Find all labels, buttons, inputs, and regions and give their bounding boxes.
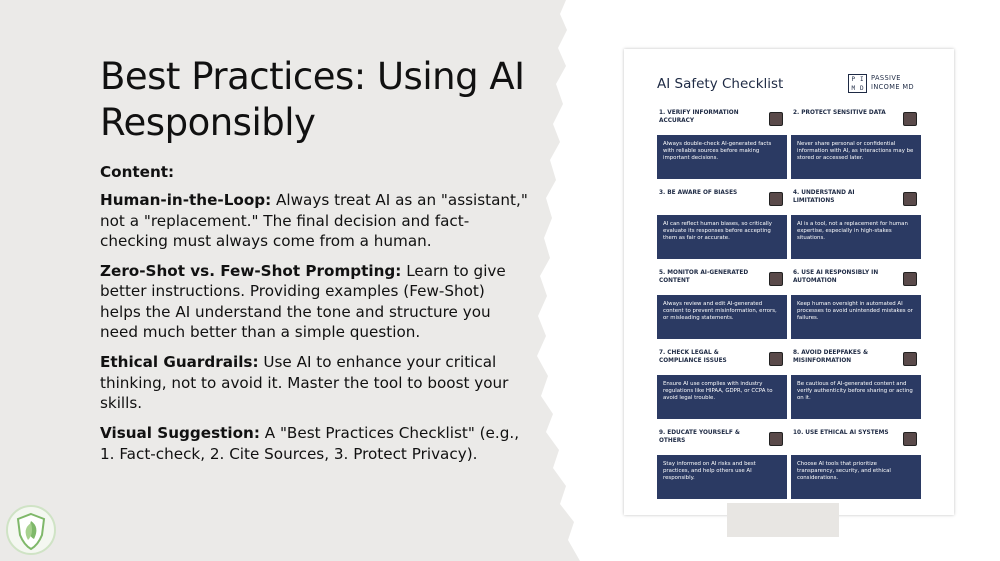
section-text: Use AI to enhance your critical thinking, not to avoid it. Master the tool to boost your skills. (100, 353, 509, 412)
checkbox-icon (903, 112, 917, 126)
checklist-title: AI Safety Checklist (657, 76, 784, 92)
item-heading: 6. USE AI RESPONSIBLY IN AUTOMATION (793, 270, 879, 284)
checklist-item (791, 347, 921, 427)
item-heading: 3. BE AWARE OF BIASES (659, 190, 738, 196)
section-label: Ethical Guardrails: (100, 353, 259, 372)
checklist-item (657, 267, 787, 347)
checkbox-icon (769, 432, 783, 446)
checkbox-icon (769, 272, 783, 286)
brand-line: PASSIVE (871, 74, 901, 82)
section-text: A "Best Practices Checklist" (e.g., 1. Fact-check, 2. Cite Sources, 3. Protect Privacy). (100, 424, 520, 463)
item-body: Stay informed on AI risks and best practices, and help others use AI responsibly. (657, 455, 787, 499)
checkbox-icon (903, 192, 917, 206)
section-visual-suggestion (100, 423, 530, 464)
checklist-card (624, 49, 954, 515)
item-body: AI is a tool, not a replacement for human expertise, especially in high-stakes situations. (791, 215, 921, 259)
leaf-shield-logo-icon (4, 503, 58, 557)
item-body: Never share personal or confidential information with AI, as interactions may be stored or accessed later. (791, 135, 921, 179)
item-heading: 10. USE ETHICAL AI SYSTEMS (793, 430, 889, 436)
item-body: Ensure AI use complies with industry regulations like HIPAA, GDPR, or CCPA to avoid legal trouble. (657, 375, 787, 419)
checklist-item (791, 187, 921, 267)
checkbox-icon (769, 192, 783, 206)
item-heading: 2. PROTECT SENSITIVE DATA (793, 110, 886, 116)
brand-mark (848, 74, 867, 93)
item-heading: 5. MONITOR AI-GENERATED CONTENT (659, 270, 749, 284)
brand-name (871, 74, 941, 92)
checklist-grid (657, 107, 921, 507)
checklist-item (657, 107, 787, 187)
content-heading: Content: (100, 163, 175, 181)
checkbox-icon (903, 432, 917, 446)
brand-line: INCOME MD (871, 83, 914, 91)
section-label: Zero-Shot vs. Few-Shot Prompting: (100, 262, 402, 281)
checklist-item (657, 427, 787, 507)
slide-content (100, 162, 530, 474)
item-heading: 4. UNDERSTAND AI LIMITATIONS (793, 190, 855, 204)
checkbox-icon (769, 352, 783, 366)
section-text: Always treat AI as an "assistant," not a "replacement." The final decision and fact-checking must always come from a human. (100, 191, 528, 250)
item-body: Always double-check AI-generated facts with reliable sources before making important decisions. (657, 135, 787, 179)
checkbox-icon (769, 112, 783, 126)
item-heading: 8. AVOID DEEPFAKES & MISINFORMATION (793, 350, 869, 364)
item-heading: 9. EDUCATE YOURSELF & OTHERS (659, 430, 740, 444)
item-body: Be cautious of AI-generated content and verify authenticity before sharing or acting on it. (791, 375, 921, 419)
item-body: Always review and edit AI-generated content to prevent misinformation, errors, or misleading statements. (657, 295, 787, 339)
item-body: Keep human oversight in automated AI processes to avoid unintended mistakes or failures. (791, 295, 921, 339)
brand-mark-letter: P (851, 76, 856, 83)
checklist-item (657, 187, 787, 267)
brand-mark-letter: M (851, 85, 856, 92)
item-body: Choose AI tools that prioritize transparency, security, and ethical considerations. (791, 455, 921, 499)
checklist-item (791, 107, 921, 187)
brand-mark-letter: D (859, 85, 864, 92)
section-text: Learn to give better instructions. Providing examples (Few-Shot) helps the AI understand the tone and structure you need much better than a simple question. (100, 262, 506, 342)
item-heading: 1. VERIFY INFORMATION ACCURACY (659, 110, 739, 124)
checkbox-icon (903, 352, 917, 366)
section-label: Human-in-the-Loop: (100, 191, 272, 210)
section-prompting (100, 261, 530, 342)
section-label: Visual Suggestion: (100, 424, 260, 443)
slide-title: Best Practices: Using AI Responsibly (100, 55, 525, 144)
checklist-item (791, 427, 921, 507)
section-ethical-guardrails (100, 352, 530, 413)
item-heading: 7. CHECK LEGAL & COMPLIANCE ISSUES (659, 350, 727, 364)
checklist-item (657, 347, 787, 427)
brand-mark-letter: I (859, 76, 864, 83)
section-human-in-the-loop (100, 190, 530, 251)
card-stand (727, 503, 839, 537)
checkbox-icon (903, 272, 917, 286)
checklist-item (791, 267, 921, 347)
item-body: AI can reflect human biases, so critically evaluate its responses before accepting them as fair or accurate. (657, 215, 787, 259)
